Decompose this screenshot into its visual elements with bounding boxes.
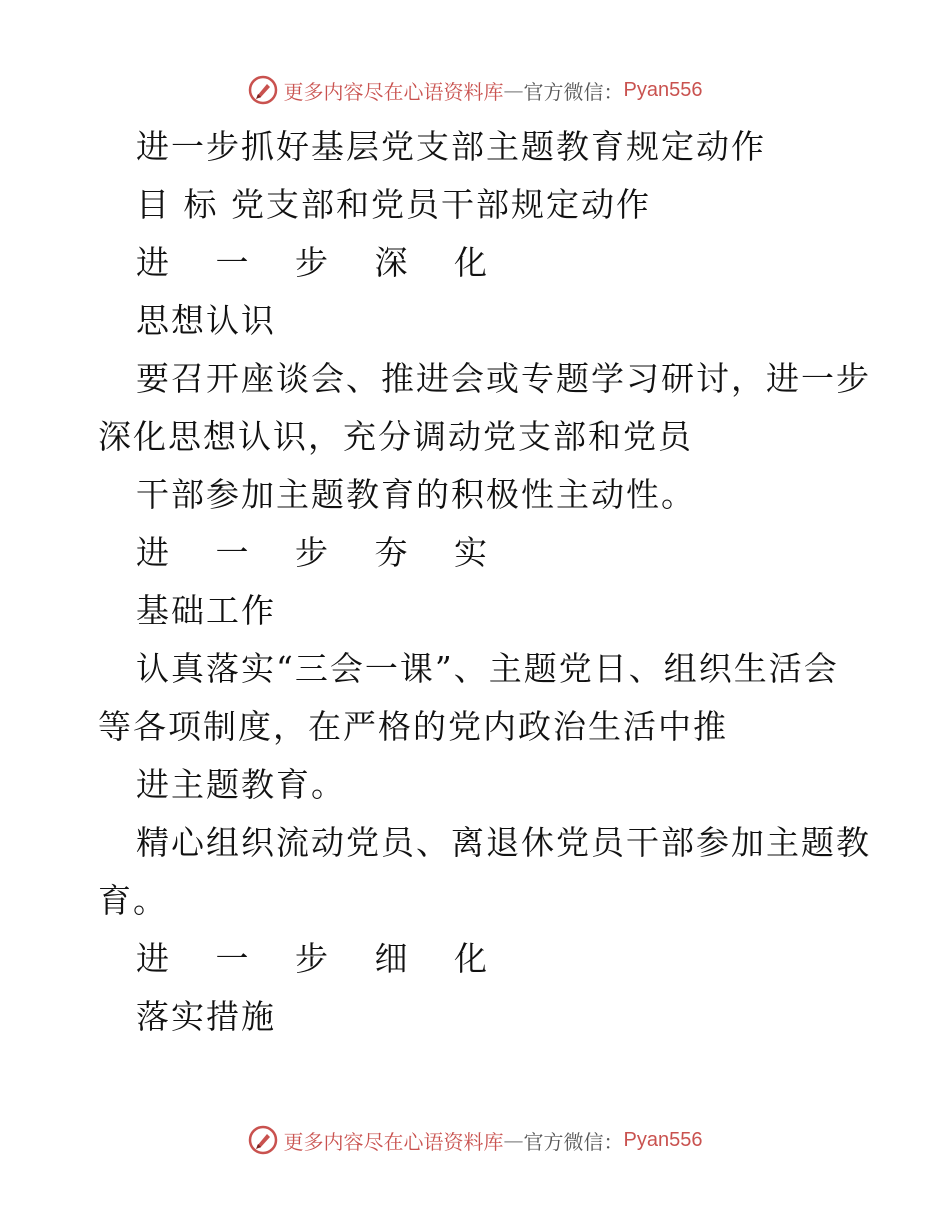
document-body (98, 118, 871, 1046)
doc-line: 基础工作 (136, 591, 276, 630)
doc-line: 认真落实“三会一课”、主题党日、组织生活会 (136, 649, 839, 688)
banner-wechat-id: Pyan556 (623, 78, 703, 101)
doc-line: 等各项制度，在严格的党内政治生活中推 (98, 707, 728, 746)
doc-line: 深化思想认识，充分调动党支部和党员 (98, 417, 693, 456)
footer-banner (0, 1120, 950, 1160)
doc-line: 思想认识 (136, 301, 276, 340)
banner-site-text: 更多内容尽在心语资料库 (283, 79, 504, 104)
doc-line: 进 一 步 细 化 (136, 939, 505, 978)
banner-wechat-label: 官方微信： (523, 1129, 624, 1154)
banner-site-text: 更多内容尽在心语资料库 (283, 1129, 504, 1154)
doc-line: 要召开座谈会、推进会或专题学习研讨，进一步 (136, 359, 871, 398)
banner-wechat-id: Pyan556 (623, 1128, 703, 1151)
header-banner (0, 70, 950, 110)
doc-line: 落实措施 (136, 997, 276, 1036)
doc-line: 干部参加主题教育的积极性主动性。 (136, 475, 696, 514)
doc-heading: 进一步抓好基层党支部主题教育规定动作 (136, 127, 766, 166)
doc-line: 进 一 步 深 化 (136, 243, 505, 282)
banner-dash: — (503, 1128, 524, 1152)
doc-line: 育。 (98, 881, 168, 920)
pen-nib-logo-icon (248, 75, 278, 105)
doc-line: 进 一 步 夯 实 (136, 533, 505, 572)
doc-line: 目 标 党支部和党员干部规定动作 (136, 185, 651, 224)
doc-line: 进主题教育。 (136, 765, 346, 804)
banner-dash: — (503, 78, 524, 102)
doc-line: 精心组织流动党员、离退休党员干部参加主题教 (136, 823, 871, 862)
banner-wechat-label: 官方微信： (523, 79, 624, 104)
pen-nib-logo-icon (248, 1125, 278, 1155)
